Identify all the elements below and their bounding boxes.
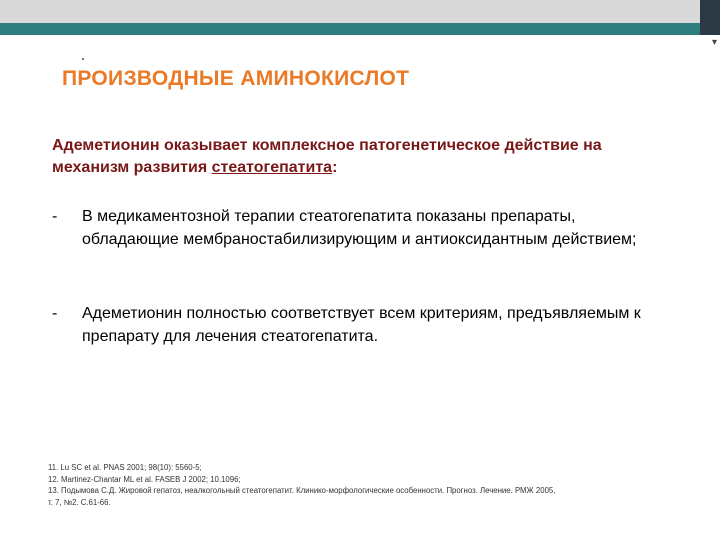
- triangle-down-icon: ▾: [712, 37, 718, 48]
- slide-title: ПРОИЗВОДНЫЕ АМИНОКИСЛОТ: [62, 67, 410, 90]
- reference-line: 13. Подымова С.Д. Жировой гепатоз, неалкогольный стеатогепатит. Клинико-морфологические особенности. Прогноз. Лечение. РМЖ 2005,: [48, 486, 556, 495]
- lead-term: стеатогепатита: [211, 159, 333, 176]
- bullet-dash: -: [52, 208, 58, 225]
- references: [48, 462, 708, 508]
- header-band-gray: [0, 0, 700, 23]
- reference-line: т. 7, №2. С.61-66.: [48, 497, 111, 507]
- bullet-text: В медикаментозной терапии стеатогепатита показаны препараты, обладающие мембраностабилизирующим и антиоксидантным действием;: [82, 208, 637, 248]
- reference-line: 12. Martinez-Chantar ML et al. FASEB J 2002; 10.1096;: [48, 474, 241, 484]
- bullet-text: Адеметионин полностью соответствует всем критериям, предъявляемым к препарату для лечения стеатогепатита.: [82, 305, 641, 345]
- lead-statement: [52, 135, 662, 179]
- header-band-teal: [0, 23, 700, 35]
- reference-line: 11. Lu SC et al. PNAS 2001; 98(10): 5560-5;: [48, 463, 202, 472]
- lead-colon: :: [332, 159, 338, 176]
- bullet-dash: -: [52, 305, 58, 322]
- lead-text: Адеметионин оказывает комплексное патогенетическое действие на механизм развития: [52, 137, 602, 176]
- decorative-dot: [82, 58, 84, 60]
- corner-block: [700, 0, 720, 35]
